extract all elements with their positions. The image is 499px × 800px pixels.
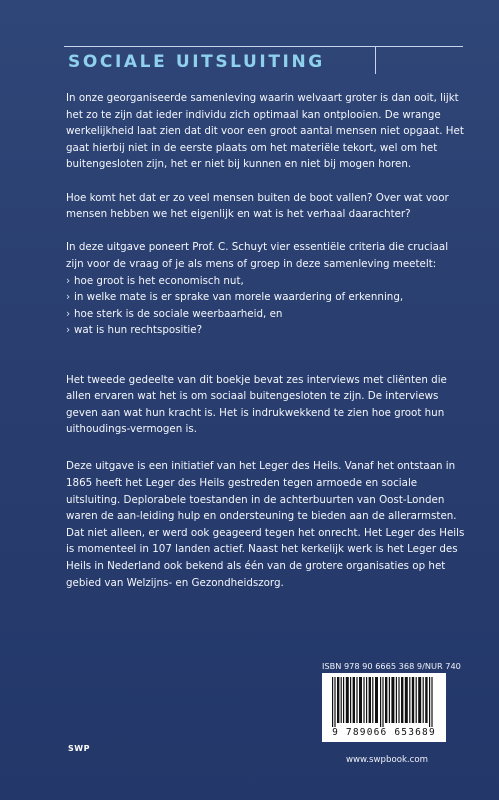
list-item: › in welke mate is er sprake van morele waardering of erkenning, [66,289,466,306]
top-rule [64,46,463,47]
barcode-number: 9 789066 653689 [332,727,436,738]
isbn-text: ISBN 978 90 6665 368 9/NUR 740 [322,661,461,671]
paragraph-interviews: Het tweede gedeelte van dit boekje bevat zes interviews met cliënten die allen ervaren wat het is om sociaal buitengesloten te zijn. De interviews geven aan wat hun kracht is. Het is indrukwekkend te zien hoe groot hun uithoudings-vermogen is. [66,373,447,436]
blurb [66,90,466,608]
paragraph-question: Hoe komt het dat er zo veel mensen buiten de boot vallen? Over wat voor mensen hebben we het eigenlijk en wat is het verhaal daarachter? [66,191,449,221]
website-link[interactable]: www.swpbook.com [346,755,429,765]
list-item: › wat is hun rechtspositie? [66,322,466,339]
list-item: › hoe sterk is de sociale weerbaarheid, en [66,306,466,323]
paragraph-intro: In onze georganiseerde samenleving waarin welvaart groter is dan ooit, lijkt het zo te zijn dat ieder individu zich optimaal kan ontplooien. De wrange werkelijkheid laat zien dat dit voor een groot aantal mensen niet opgaat. Het gaat hierbij niet in de eerste plaats om het materiële tekort, wel om het buitengesloten zijn, het er niet bij kunnen en niet bij mogen horen. [66,92,464,171]
bullet-chevron: › [66,274,71,287]
paragraph-criteria-intro: In deze uitgave poneert Prof. C. Schuyt vier essentiële criteria die cruciaal zijn voor de vraag of je als mens of groep in deze samenleving meetelt: [66,241,449,270]
criteria-list [66,273,466,339]
bullet-chevron: › [66,324,71,337]
bullet-chevron: › [66,307,71,320]
title-divider [375,46,376,74]
list-item: › hoe groot is het economisch nut, [66,273,466,290]
book-title: SOCIALE UITSLUITING [68,52,325,72]
paragraph-leger-des-heils: Deze uitgave is een initiatief van het Leger des Heils. Vanaf het ontstaan in 1865 heeft het Leger des Heils gestreden tegen armoede en sociale uitsluiting. Deplorabele toestanden in de achterbuurten van Oost-Londen waren de aan-leiding hulp en ondersteuning te bieden aan de allerarmsten. Dat niet alleen, er werd ook geageerd tegen het onrecht. Het Leger des Heils is momenteel in 107 landen actief. Naast het kerkelijk werk is het Leger des Heils in Nederland ook bekend als één van de grotere organisaties op het gebied van Welzijns- en Gezondheidszorg. [66,460,465,589]
barcode-icon [328,677,440,727]
barcode [322,673,446,742]
publisher-logo: SWP [68,744,90,753]
bullet-chevron: › [66,291,71,304]
